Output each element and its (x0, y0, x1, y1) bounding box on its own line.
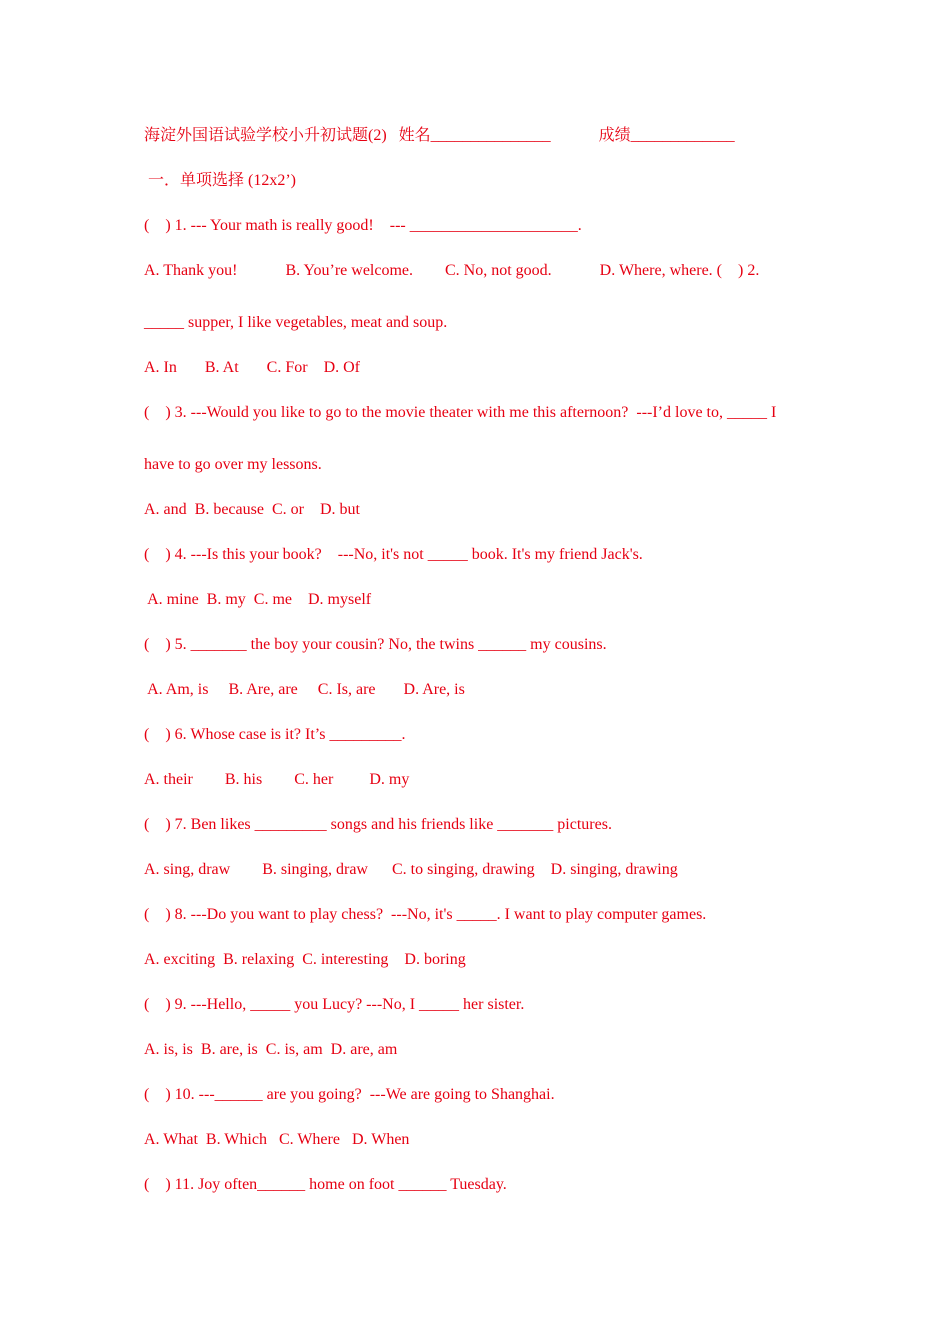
question-7: ( ) 7. Ben likes _________ songs and his friends like _______ pictures. (144, 816, 612, 833)
question-4: ( ) 4. ---Is this your book? ---No, it's not _____ book. It's my friend Jack's. (144, 546, 643, 563)
question-1-options: A. Thank you! B. You’re welcome. C. No, not good. D. Where, where. ( ) 2. (144, 262, 760, 279)
question-5: ( ) 5. _______ the boy your cousin? No, the twins ______ my cousins. (144, 636, 607, 653)
question-7-options: A. sing, draw B. singing, draw C. to singing, drawing D. singing, drawing (144, 861, 678, 878)
section-heading: 一．单项选择 (12x2’) (144, 172, 296, 189)
question-5-options: A. Am, is B. Are, are C. Is, are D. Are, is (144, 681, 465, 698)
question-9-options: A. is, is B. are, is C. is, am D. are, am (144, 1041, 398, 1058)
question-6-options: A. their B. his C. her D. my (144, 771, 410, 788)
question-2-text: _____ supper, I like vegetables, meat and soup. (144, 314, 448, 331)
question-2-options: A. In B. At C. For D. Of (144, 359, 361, 376)
question-6: ( ) 6. Whose case is it? It’s _________. (144, 726, 406, 743)
question-10-options: A. What B. Which C. Where D. When (144, 1131, 410, 1148)
question-10: ( ) 10. ---______ are you going? ---We are going to Shanghai. (144, 1086, 555, 1103)
question-3-continued: have to go over my lessons. (144, 456, 322, 473)
question-3-options: A. and B. because C. or D. but (144, 501, 360, 518)
question-4-options: A. mine B. my C. me D. myself (144, 591, 372, 608)
question-11: ( ) 11. Joy often______ home on foot ______ Tuesday. (144, 1176, 507, 1193)
exam-title: 海淀外国语试验学校小升初试题(2) 姓名_______________ 成绩_____________ (144, 127, 735, 144)
question-1: ( ) 1. --- Your math is really good! --- _____________________. (144, 217, 582, 234)
question-9: ( ) 9. ---Hello, _____ you Lucy? ---No, I _____ her sister. (144, 996, 525, 1013)
question-8-options: A. exciting B. relaxing C. interesting D. boring (144, 951, 466, 968)
question-8: ( ) 8. ---Do you want to play chess? ---No, it's _____. I want to play computer games. (144, 906, 707, 923)
question-3: ( ) 3. ---Would you like to go to the movie theater with me this afternoon? ---I’d love to, _____ I (144, 404, 777, 421)
